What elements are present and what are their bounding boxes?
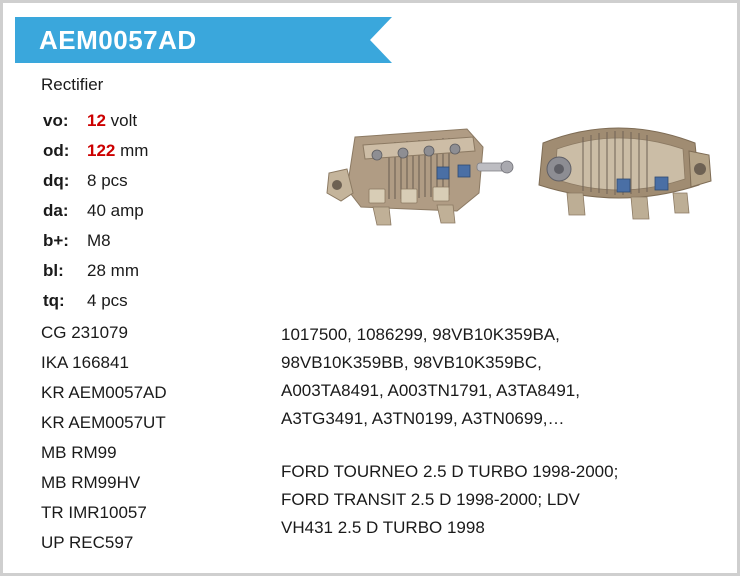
banner-arrow-decoration — [370, 17, 392, 63]
spec-key: vo: — [43, 111, 69, 130]
spec-key: bl: — [43, 261, 64, 280]
spec-value-number: 28 — [87, 261, 106, 280]
oem-number-line: 1017500, 1086299, 98VB10K359BA, — [281, 325, 560, 344]
spec-value — [87, 141, 148, 161]
spec-value-unit: volt — [110, 111, 138, 130]
spec-row — [43, 141, 273, 171]
spec-key: da: — [43, 201, 69, 220]
rectifier-photo-side — [523, 107, 713, 237]
cross-reference-item: MB RM99HV — [41, 473, 141, 492]
spec-row — [43, 171, 273, 201]
cross-reference-item: UP REC597 — [41, 533, 134, 552]
spec-row — [43, 231, 273, 261]
spec-value-number: 12 — [87, 111, 106, 130]
spec-value — [87, 291, 128, 311]
cross-reference-item: KR AEM0057UT — [41, 413, 166, 432]
spec-value-unit: mm — [120, 141, 149, 160]
spec-value — [87, 261, 139, 281]
spec-row — [43, 261, 273, 291]
cross-reference-item: KR AEM0057AD — [41, 383, 167, 402]
spec-list — [43, 111, 273, 321]
application-line: VH431 2.5 D TURBO 1998 — [281, 518, 485, 537]
spec-value-number: 122 — [87, 141, 116, 160]
spec-row — [43, 201, 273, 231]
spec-value-number: M8 — [87, 231, 111, 250]
cross-reference-item: IKA 166841 — [41, 353, 129, 372]
cross-reference-item: CG 231079 — [41, 323, 128, 342]
part-number-banner — [15, 17, 370, 63]
oem-number-line: A003TA8491, A003TN1791, A3TA8491, — [281, 381, 580, 400]
spec-value-unit: amp — [110, 201, 144, 220]
oem-number-line: 98VB10K359BB, 98VB10K359BC, — [281, 353, 542, 372]
spec-value-unit: pcs — [101, 171, 128, 190]
spec-value-number: 40 — [87, 201, 106, 220]
page-title: AEM0057AD — [39, 24, 197, 55]
product-type-label: Rectifier — [41, 75, 104, 94]
spec-row — [43, 111, 273, 141]
application-line: FORD TRANSIT 2.5 D 1998-2000; LDV — [281, 490, 580, 509]
spec-key: od: — [43, 141, 70, 160]
spec-value — [87, 231, 111, 251]
spec-value-number: 8 — [87, 171, 97, 190]
cross-reference-list — [41, 318, 281, 558]
cross-reference-item: TR IMR10057 — [41, 503, 147, 522]
spec-value — [87, 201, 144, 221]
application-line: FORD TOURNEO 2.5 D TURBO 1998-2000; — [281, 462, 619, 481]
spec-value-unit: mm — [110, 261, 139, 280]
spec-value-number: 4 — [87, 291, 97, 310]
spec-key: dq: — [43, 171, 70, 190]
application-list — [281, 458, 721, 542]
spec-value — [87, 111, 137, 131]
spec-value-unit: pcs — [101, 291, 128, 310]
cross-reference-item: MB RM99 — [41, 443, 117, 462]
spec-row — [43, 291, 273, 321]
oem-number-list — [281, 321, 711, 433]
product-images — [303, 107, 723, 257]
spec-key: tq: — [43, 291, 65, 310]
spec-key: b+: — [43, 231, 69, 250]
spec-value — [87, 171, 128, 191]
rectifier-photo-front — [317, 107, 517, 237]
oem-number-line: A3TG3491, A3TN0199, A3TN0699,… — [281, 409, 565, 428]
